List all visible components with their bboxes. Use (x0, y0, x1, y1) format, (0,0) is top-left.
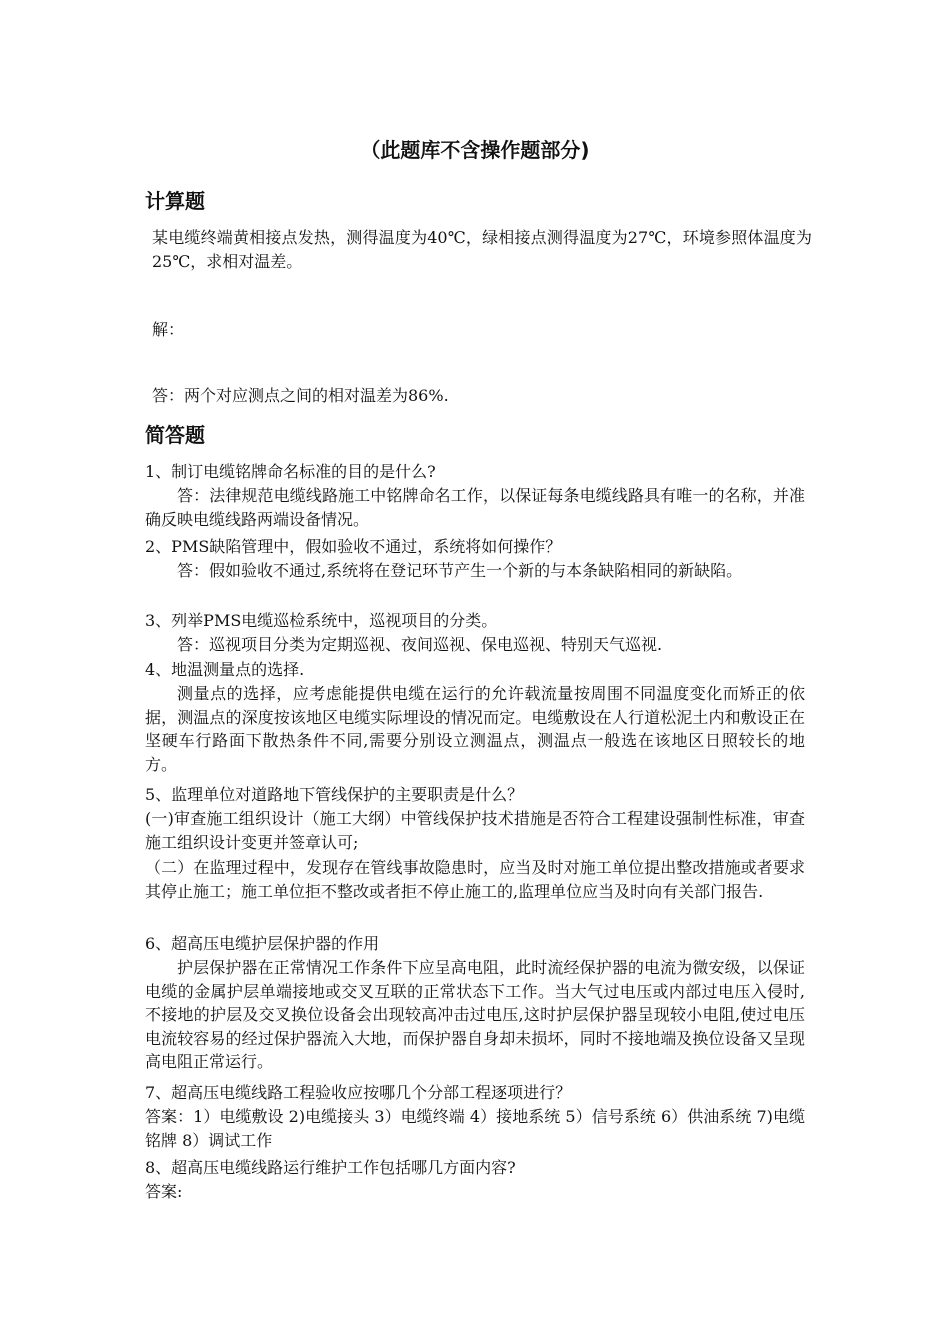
question-6: 6、超高压电缆护层保护器的作用 (145, 934, 380, 953)
section-heading-short-answer: 简答题 (145, 423, 205, 447)
calc-solution-label: 解： (152, 320, 185, 339)
answer-6: 护层保护器在正常情况工作条件下应呈高电阻，此时流经保护器的电流为微安级，以保证电缆的金属护层单端接地或交叉互联的正常状态下工作。当大气过电压或内部过电压入侵时,不接地的护层及交叉换位设备会出现较高冲击过电压,这时护层保护器呈现较小电阻,使过电压电流较容易的经过保护器流入大地，而保护器自身却未损坏，同时不接地端及换位设备又呈现高电阻正常运行。 (145, 958, 805, 1071)
answer-2: 答：假如验收不通过,系统将在登记环节产生一个新的与本条缺陷相同的新缺陷。 (177, 561, 743, 580)
calc-answer: 答：两个对应测点之间的相对温差为86%. (152, 386, 449, 405)
answer-8: 答案: (145, 1182, 183, 1201)
question-7: 7、超高压电缆线路工程验收应按哪几个分部工程逐项进行？ (145, 1083, 572, 1102)
question-3: 3、列举PMS电缆巡检系统中，巡视项目的分类。 (145, 611, 498, 630)
calc-question: 某电缆终端黄相接点发热，测得温度为40℃，绿相接点测得温度为27℃，环境参照体温度为25℃，求相对温差。 (152, 228, 812, 271)
answer-7: 答案：1）电缆敷设 2)电缆接头 3）电缆终端 4）接地系统 5）信号系统 6）供油系统 7)电缆铭牌 8）调试工作 (145, 1107, 805, 1150)
section-heading-calculation: 计算题 (145, 189, 205, 213)
answer-1: 答：法律规范电缆线路施工中铭牌命名工作，以保证每条电缆线路具有唯一的名称，并准确反映电缆线路两端设备情况。 (145, 486, 805, 529)
page-title: （此题库不含操作题部分) (360, 138, 590, 162)
answer-3: 答：巡视项目分类为定期巡视、夜间巡视、保电巡视、特别天气巡视. (177, 635, 663, 654)
question-1: 1、制订电缆铭牌命名标准的目的是什么? (145, 462, 436, 481)
question-8: 8、超高压电缆线路运行维护工作包括哪几方面内容? (145, 1158, 516, 1177)
question-2: 2、PMS缺陷管理中，假如验收不通过，系统将如何操作？ (145, 537, 562, 556)
question-4: 4、地温测量点的选择. (145, 660, 305, 679)
answer-5-part-1: (一)审查施工组织设计（施工大纲）中管线保护技术措施是否符合工程建设强制性标准，审查施工组织设计变更并签章认可; (145, 809, 805, 852)
question-5: 5、监理单位对道路地下管线保护的主要职责是什么？ (145, 785, 524, 804)
answer-4: 测量点的选择，应考虑能提供电缆在运行的允许载流量按周围不同温度变化而矫正的依据，测温点的深度按该地区电缆实际埋设的情况而定。电缆敷设在人行道松泥土内和敷设正在坚硬车行路面下散热条件不同,需要分别设立测温点，测温点一般选在该地区日照较长的地方。 (145, 684, 805, 774)
answer-5-part-2: （二）在监理过程中，发现存在管线事故隐患时，应当及时对施工单位提出整改措施或者要求其停止施工；施工单位拒不整改或者拒不停止施工的,监理单位应当及时向有关部门报告. (145, 858, 805, 901)
